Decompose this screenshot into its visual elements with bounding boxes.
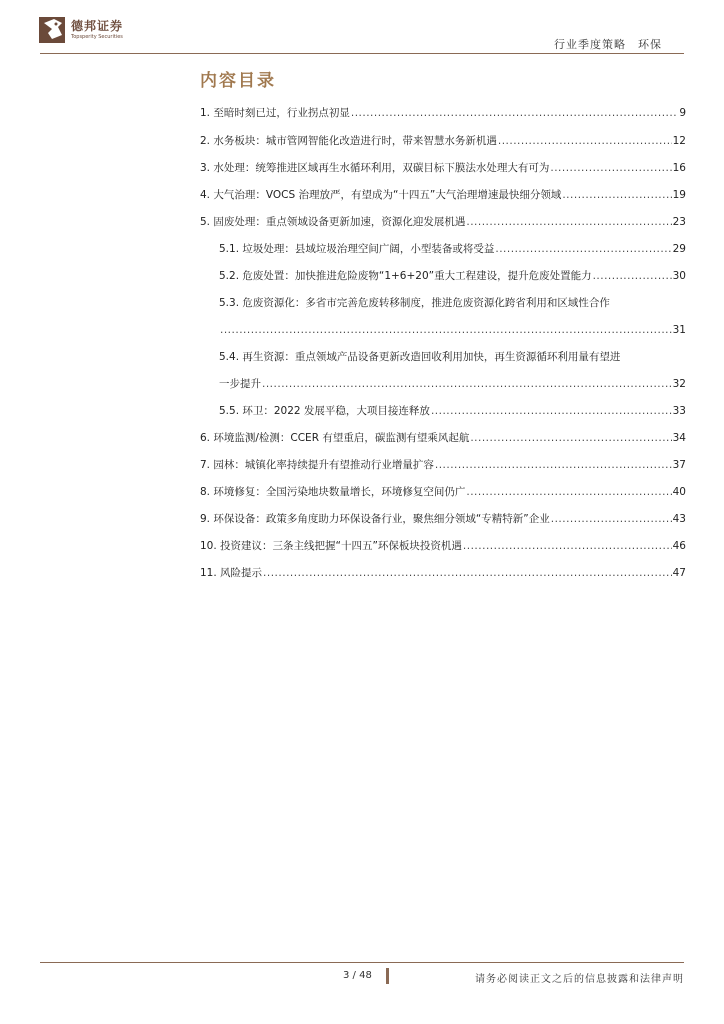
- footer-accent-bar: [386, 968, 389, 984]
- toc-subentry[interactable]: 5.1. 垃圾处理：县域垃圾治理空间广阔，小型装备或将受益 ..... 29: [219, 241, 686, 257]
- page-number: 3 / 48: [343, 970, 372, 981]
- brand-name: 德邦证券: [71, 19, 124, 33]
- toc-entry[interactable]: 6. 环境监测/检测：CCER 有望重启，碳监测有望乘风起航 ..... 34: [200, 430, 686, 446]
- toc-entry[interactable]: 8. 环境修复：全国污染地块数量增长，环境修复空间仍广 ..... 40: [200, 484, 686, 500]
- toc-entry[interactable]: 3. 水处理：统筹推进区域再生水循环利用，双碳目标下膜法水处理大有可为 ..... 16: [200, 160, 686, 176]
- toc-subentry-continuation[interactable]: 一步提升 ..... 32: [219, 376, 686, 392]
- company-logo: [38, 13, 138, 47]
- brand-name-en: Topsperity Securities: [71, 34, 123, 40]
- toc-entry[interactable]: 9. 环保设备：政策多角度助力环保设备行业，聚焦细分领域“专精特新”企业 ..... 43: [200, 511, 686, 527]
- toc-subentry[interactable]: 5.3. 危废资源化：多省市完善危废转移制度，推进危废资源化跨省利用和区域性合作: [219, 297, 610, 309]
- toc-entry[interactable]: 11. 风险提示 ..... 47: [200, 565, 686, 581]
- toc-subentry[interactable]: 5.5. 环卫：2022 发展平稳，大项目接连释放 ..... 33: [219, 403, 686, 419]
- dragon-logo-icon: [38, 13, 68, 45]
- toc-entry[interactable]: 5. 固废处理：重点领域设备更新加速，资源化迎发展机遇 ..... 23: [200, 214, 686, 230]
- toc-subentry[interactable]: 5.4. 再生资源：重点领域产品设备更新改造回收利用加快，再生资源循环利用量有望进: [219, 351, 621, 363]
- toc-entry[interactable]: 4. 大气治理：VOCS 治理放严，有望成为“十四五”大气治理增速最快细分领域 ..... 19: [200, 187, 686, 203]
- toc-subentry[interactable]: 5.2. 危废处置：加快推进危险废物“1+6+20”重大工程建设，提升危废处置能力 ..... 30: [219, 268, 686, 284]
- report-category: 行业季度策略 环保: [554, 38, 662, 51]
- toc-entry[interactable]: 2. 水务板块：城市管网智能化改造进行时，带来智慧水务新机遇 ..... 12: [200, 133, 686, 149]
- header-divider: [40, 53, 684, 54]
- footer-divider: [40, 962, 684, 963]
- legal-disclaimer: 请务必阅读正文之后的信息披露和法律声明: [475, 974, 684, 985]
- toc-entry[interactable]: 10. 投资建议：三条主线把握“十四五”环保板块投资机遇 ..... 46: [200, 538, 686, 554]
- toc-entry[interactable]: 7. 园林：城镇化率持续提升有望推动行业增量扩容 ..... 37: [200, 457, 686, 473]
- toc-title: 内容目录: [200, 71, 276, 91]
- toc-subentry-continuation[interactable]: ..... 31: [219, 322, 686, 338]
- toc-entry[interactable]: 1. 至暗时刻已过，行业拐点初显 ..... 9: [200, 105, 686, 121]
